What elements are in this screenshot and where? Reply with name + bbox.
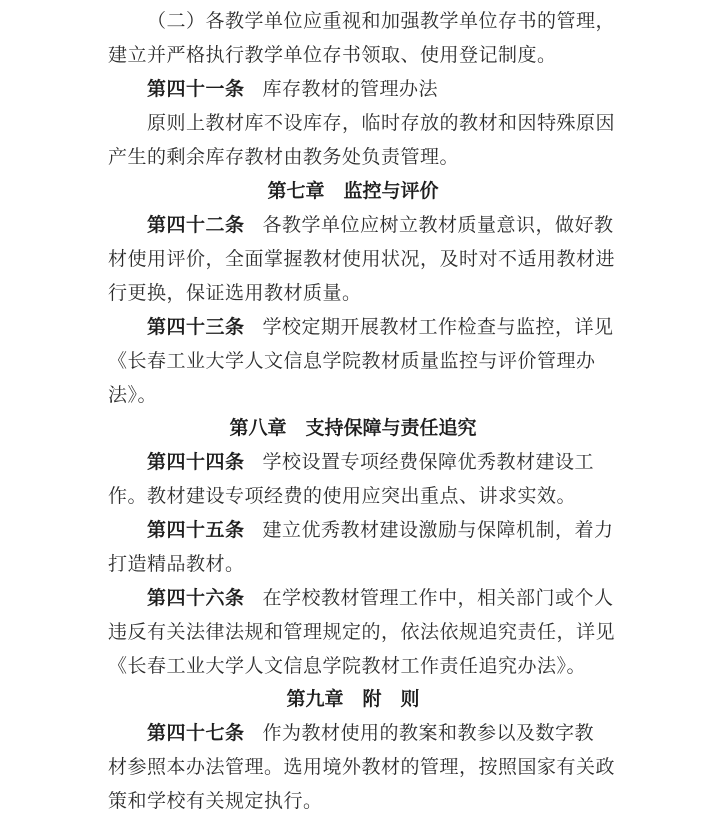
paragraph-line: 建立并严格执行教学单位存书领取、使用登记制度。	[108, 44, 557, 66]
article-42	[147, 208, 614, 242]
article-46	[147, 581, 614, 615]
article-label: 第四十三条	[147, 316, 245, 338]
article-44	[147, 445, 598, 479]
paragraph-line: 策和学校有关规定执行。	[108, 790, 323, 812]
paragraph-line: 法》。	[108, 384, 158, 406]
article-43	[147, 310, 614, 344]
paragraph-line: 材参照本办法管理。选用境外教材的管理，按照国家有关政	[108, 756, 616, 778]
article-label: 第四十二条	[147, 214, 245, 236]
article-text: 各教学单位应树立教材质量意识，做好教	[262, 214, 614, 236]
article-41	[147, 72, 598, 106]
article-label: 第四十五条	[147, 519, 245, 541]
paragraph-line: 打造精品教材。	[108, 553, 245, 575]
chapter-heading: 第八章 支持保障与责任追究	[229, 417, 477, 439]
article-47	[147, 716, 598, 750]
article-text: 作为教材使用的教案和教参以及数字教	[262, 722, 595, 744]
article-text: 库存教材的管理办法	[262, 78, 439, 100]
paragraph-line: 行更换，保证选用教材质量。	[108, 282, 362, 304]
paragraph-line: 《长春工业大学人文信息学院教材质量监控与评价管理办	[108, 350, 596, 372]
article-label: 第四十七条	[147, 722, 245, 744]
article-text: 学校设置专项经费保障优秀教材建设工	[262, 451, 595, 473]
paragraph-line: （二）各教学单位应重视和加强教学单位存书的管理，	[147, 10, 616, 32]
article-label: 第四十六条	[147, 587, 245, 609]
article-45	[147, 513, 614, 547]
article-text: 建立优秀教材建设激励与保障机制，着力	[262, 519, 614, 541]
paragraph-line: 《长春工业大学人文信息学院教材工作责任追究办法》。	[108, 655, 587, 677]
article-label: 第四十四条	[147, 451, 245, 473]
paragraph-line: 违反有关法律法规和管理规定的，依法依规追究责任，详见	[108, 621, 616, 643]
article-label: 第四十一条	[147, 78, 245, 100]
paragraph-line: 产生的剩余库存教材由教务处负责管理。	[108, 146, 460, 168]
chapter-heading: 第七章 监控与评价	[267, 180, 439, 202]
paragraph-line: 材使用评价，全面掌握教材使用状况，及时对不适用教材进	[108, 248, 616, 270]
article-text: 学校定期开展教材工作检查与监控，详见	[262, 316, 614, 338]
chapter-heading: 第九章 附 则	[286, 688, 420, 710]
article-text: 在学校教材管理工作中，相关部门或个人	[262, 587, 614, 609]
paragraph-line: 原则上教材库不设库存，临时存放的教材和因特殊原因	[147, 112, 616, 134]
paragraph-line: 作。教材建设专项经费的使用应突出重点、讲求实效。	[108, 485, 577, 507]
